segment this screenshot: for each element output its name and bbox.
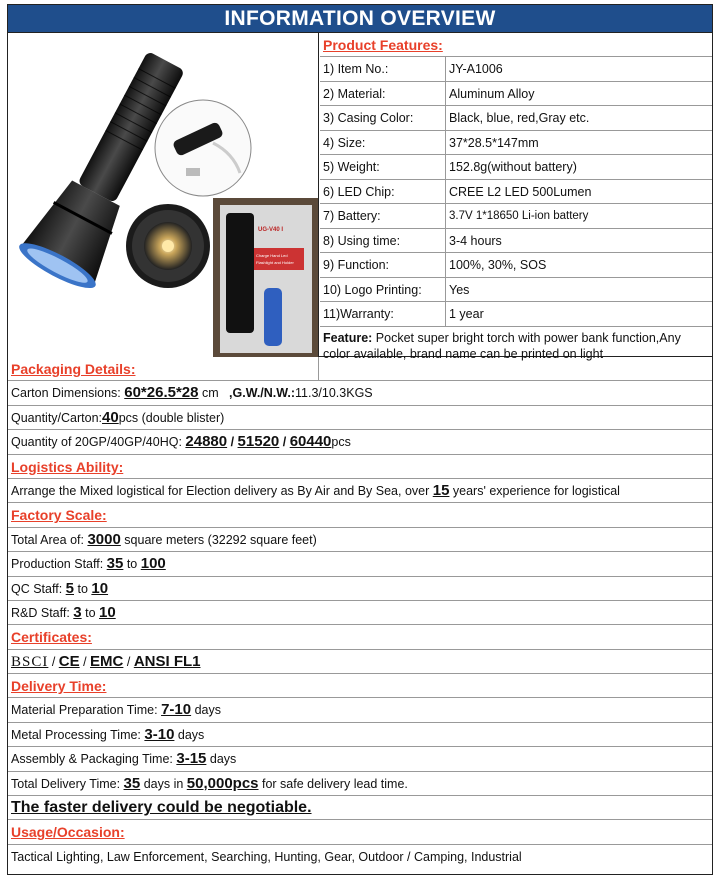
spec-value: 3-4 hours <box>449 233 502 248</box>
spec-key: 4) Size: <box>320 131 446 155</box>
container-40hq: 60440 <box>289 433 332 451</box>
qty-unit: pcs (double blister) <box>118 410 225 425</box>
logistics-text-b: years' experience for logistical <box>449 483 620 498</box>
spec-value: Yes <box>449 282 470 297</box>
area-value: 3000 <box>87 530 121 548</box>
assembly-label: Assembly & Packaging Time: <box>11 752 177 767</box>
metal-days: days <box>174 727 205 742</box>
qc-to: to <box>74 581 92 596</box>
container-unit: pcs <box>331 435 351 450</box>
assembly-days: days <box>206 752 237 767</box>
metal-value: 3-10 <box>144 725 175 743</box>
cert-slash: / <box>79 654 91 669</box>
spec-value: CREE L2 LED 500Lumen <box>449 184 592 199</box>
logistics-years: 15 <box>432 481 450 499</box>
cert-slash: / <box>123 654 134 669</box>
spec-value: 100%, 30%, SOS <box>449 258 547 272</box>
package-label-line1: UG-V40 I <box>258 227 284 233</box>
spec-key: 2) Material: <box>320 82 446 106</box>
area-row <box>8 528 712 552</box>
total-tail: for safe delivery lead time. <box>258 776 408 791</box>
cert-slash: / <box>48 654 59 669</box>
negotiable-text: The faster delivery could be negotiable. <box>11 799 312 817</box>
material-days: days <box>191 703 221 718</box>
feature-label: Feature: <box>323 330 373 345</box>
product-features-title: Product Features: <box>320 33 712 57</box>
carton-unit: cm <box>198 386 219 401</box>
metal-time-row <box>8 723 712 747</box>
charging-inset <box>155 100 251 196</box>
top-section <box>8 33 712 361</box>
spec-value: 3.7V 1*18650 Li-ion battery <box>449 210 589 222</box>
factory-title-row <box>8 503 712 527</box>
qc-label: QC Staff: <box>11 581 66 596</box>
package-label-line3: Flashlight and Holder <box>256 260 294 265</box>
quantity-row <box>8 406 712 430</box>
carton-row <box>8 381 712 405</box>
lens-closeup <box>126 204 210 288</box>
package-photo <box>213 198 319 357</box>
container-40gp: 51520 <box>237 433 280 451</box>
prod-to: to <box>123 557 141 572</box>
spec-value: JY-A1006 <box>449 62 503 76</box>
container-sep: / <box>279 435 290 450</box>
delivery-title-row <box>8 674 712 698</box>
area-unit: square meters (32292 square feet) <box>120 532 317 547</box>
spec-row <box>320 253 712 278</box>
material-label: Material Preparation Time: <box>11 703 162 718</box>
package-label-line2: Charge Hand Led <box>256 253 288 258</box>
spec-row <box>320 131 712 156</box>
assembly-value: 3-15 <box>176 750 207 768</box>
carton-value: 60*26.5*28 <box>124 384 199 402</box>
feature-note <box>320 327 712 362</box>
spec-row <box>320 82 712 107</box>
material-value: 7-10 <box>161 701 192 719</box>
spec-key: 9) Function: <box>320 253 446 277</box>
packaging-title: Packaging Details: <box>11 361 136 377</box>
container-label: Quantity of 20GP/40GP/40HQ: <box>11 435 186 450</box>
spec-key: 6) LED Chip: <box>320 180 446 204</box>
carton-label: Carton Dimensions: <box>11 386 125 401</box>
qc-min: 5 <box>65 579 74 597</box>
spec-row <box>320 155 712 180</box>
spec-row <box>320 204 712 229</box>
negotiable-row <box>8 796 712 820</box>
feature-text: Pocket super bright torch with power bank function,Any color available, brand name can be printed on light <box>323 330 681 361</box>
spec-value: 1 year <box>449 307 484 321</box>
usage-row <box>8 845 712 869</box>
container-20gp: 24880 <box>185 433 228 451</box>
logistics-title: Logistics Ability: <box>11 458 124 475</box>
spec-key: 7) Battery: <box>320 204 446 228</box>
prod-min: 35 <box>106 555 124 573</box>
metal-label: Metal Processing Time: <box>11 727 145 742</box>
spec-row <box>320 229 712 254</box>
material-time-row <box>8 698 712 722</box>
cert-bsci: BSCI <box>11 653 49 670</box>
total-mid: days in <box>140 776 187 791</box>
flashlight-illustration <box>8 33 319 357</box>
spec-value: 152.8g(without battery) <box>449 160 577 174</box>
total-days: 35 <box>123 774 141 792</box>
qc-max: 10 <box>91 579 109 597</box>
qc-staff-row <box>8 577 712 601</box>
rd-label: R&D Staff: <box>11 605 74 620</box>
cert-ansi: ANSI FL1 <box>133 652 201 670</box>
spec-value: Aluminum Alloy <box>449 86 535 101</box>
spec-key: 1) Item No.: <box>320 57 446 81</box>
logistics-row <box>8 479 712 503</box>
total-time-row <box>8 772 712 796</box>
rd-staff-row <box>8 601 712 625</box>
cert-ce: CE <box>58 652 80 670</box>
delivery-title: Delivery Time: <box>11 678 107 695</box>
certificates-title: Certificates: <box>11 629 92 646</box>
cert-emc: EMC <box>90 652 124 670</box>
gw-value: 11.3/10.3KGS <box>295 386 373 401</box>
spec-key: 5) Weight: <box>320 155 446 179</box>
certificates-row <box>8 650 712 674</box>
spec-row <box>320 57 712 82</box>
banner-title: INFORMATION OVERVIEW <box>8 5 712 33</box>
spec-key: 11)Warranty: <box>320 302 446 326</box>
spec-row <box>320 278 712 303</box>
total-pcs: 50,000pcs <box>186 774 259 792</box>
spec-key: 3) Casing Color: <box>320 106 446 130</box>
rd-min: 3 <box>73 603 82 621</box>
total-label: Total Delivery Time: <box>11 776 124 791</box>
assembly-time-row <box>8 747 712 771</box>
certificates-title-row <box>8 625 712 649</box>
rd-to: to <box>81 605 100 620</box>
usage-text: Tactical Lighting, Law Enforcement, Searching, Hunting, Gear, Outdoor / Camping, Industrial <box>11 849 522 864</box>
product-photo <box>8 33 319 357</box>
spec-row <box>320 106 712 131</box>
container-sep: / <box>227 435 238 450</box>
logistics-title-row <box>8 455 712 479</box>
spec-key: 8) Using time: <box>320 229 446 253</box>
product-features <box>320 33 712 361</box>
qty-label: Quantity/Carton: <box>11 410 103 425</box>
factory-title: Factory Scale: <box>11 507 107 524</box>
qty-value: 40 <box>102 408 119 426</box>
usage-title-row <box>8 820 712 844</box>
production-staff-row <box>8 552 712 576</box>
spec-row <box>320 180 712 205</box>
spec-value: Black, blue, red,Gray etc. <box>449 111 590 125</box>
overview-sheet <box>7 4 713 875</box>
usage-title: Usage/Occasion: <box>11 824 125 841</box>
spec-key: 10) Logo Printing: <box>320 278 446 302</box>
spec-value: 37*28.5*147mm <box>449 135 539 150</box>
container-row <box>8 430 712 454</box>
spec-row <box>320 302 712 327</box>
logistics-text-a: Arrange the Mixed logistical for Election delivery as By Air and By Sea, over <box>11 483 433 498</box>
rd-max: 10 <box>99 603 116 621</box>
area-label: Total Area of: <box>11 532 88 547</box>
prod-max: 100 <box>140 555 166 573</box>
prod-label: Production Staff: <box>11 557 107 572</box>
gw-label: ,G.W./N.W.: <box>218 386 296 401</box>
